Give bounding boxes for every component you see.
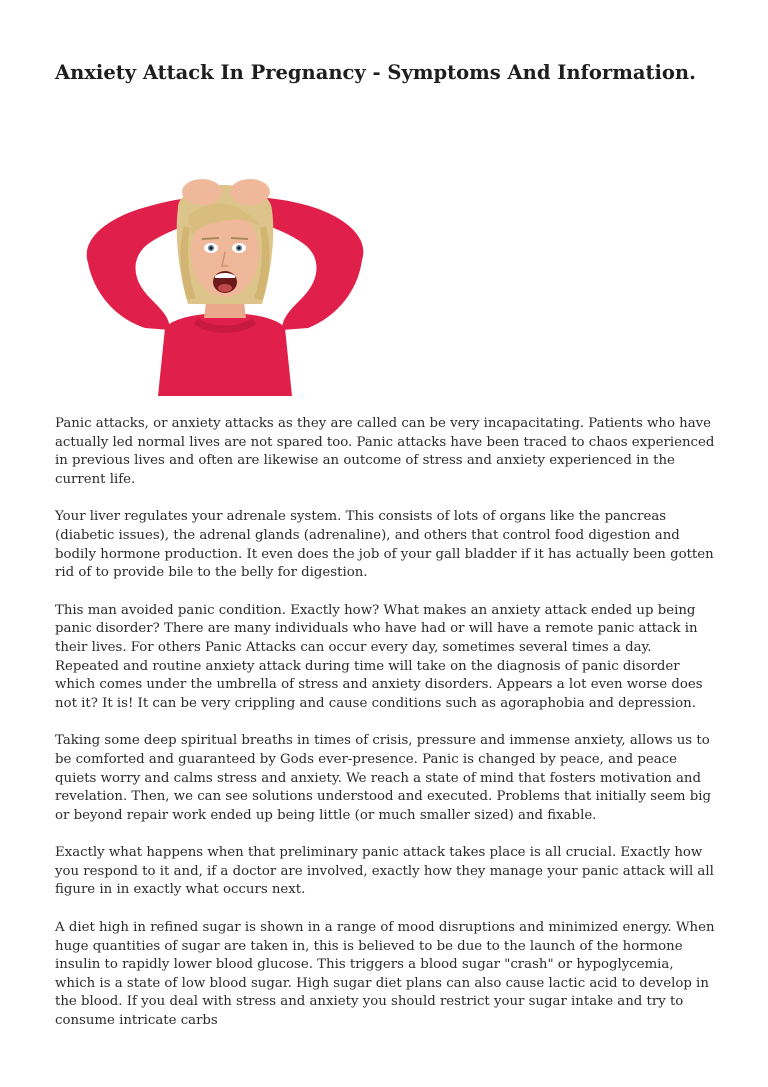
paragraph-2: Your liver regulates your adrenale system. This consists of lots of organs like the pancreas (diabetic issues), the adrenal glands (adrenaline), and others that control food digestion and bodily hormone production. It even does the job of your gall bladder if it has actually been gotten rid of to provide bile to the belly for digestion. xyxy=(55,509,714,581)
paragraph-6: A diet high in refined sugar is shown in a range of mood disruptions and minimized energy. When huge quantities of sugar are taken in, this is believed to be due to the launch of the hormone insulin to rapidly lower blood glucose. This triggers a blood sugar "crash" or hypoglycemia, which is a state of low blood sugar. High sugar diet plans can also cause lactic acid to develop in the blood. If you deal with stress and anxiety you should restrict your sugar intake and try to consume intricate carbs xyxy=(55,920,715,1029)
sweater-body xyxy=(158,313,292,396)
left-hand xyxy=(182,179,222,205)
paragraph-4: Taking some deep spiritual breaths in times of crisis, pressure and immense anxiety, allows us to be comforted and guaranteed by Gods ever-presence. Panic is changed by peace, and peace quiets worry and calms stress and anxiety. We reach a state of mind that fosters motivation and revelation. Then, we can see solutions understood and executed. Problems that initially seem big or beyond repair work ended up being little (or much smaller sized) and fixable. xyxy=(55,733,711,823)
woman-photo xyxy=(70,168,380,396)
paragraph-1: Panic attacks, or anxiety attacks as they are called can be very incapacitating. Patients who have actually led normal lives are not spared too. Panic attacks have been traced to chaos experienced in previous lives and often are likewise an outcome of stress and anxiety experienced in the current life. xyxy=(55,416,715,487)
right-hand xyxy=(230,179,270,205)
article-body xyxy=(55,415,715,1050)
woman-illustration xyxy=(70,168,380,396)
page-title: Anxiety Attack In Pregnancy - Symptoms And Information. xyxy=(55,61,696,84)
paragraph-3: This man avoided panic condition. Exactly how? What makes an anxiety attack ended up being panic disorder? There are many individuals who have had or will have a remote panic attack in their lives. For others Panic Attacks can occur every day, sometimes several times a day. Repeated and routine anxiety attack during time will take on the diagnosis of panic disorder which comes under the umbrella of stress and anxiety disorders. Appears a lot even worse does not it? It is! It can be very crippling and cause conditions such as agoraphobia and depression. xyxy=(55,602,703,711)
paragraph-5: Exactly what happens when that preliminary panic attack takes place is all crucial. Exactly how you respond to it and, if a doctor are involved, exactly how they manage your panic attack will all figure in in exactly what occurs next. xyxy=(55,845,714,898)
